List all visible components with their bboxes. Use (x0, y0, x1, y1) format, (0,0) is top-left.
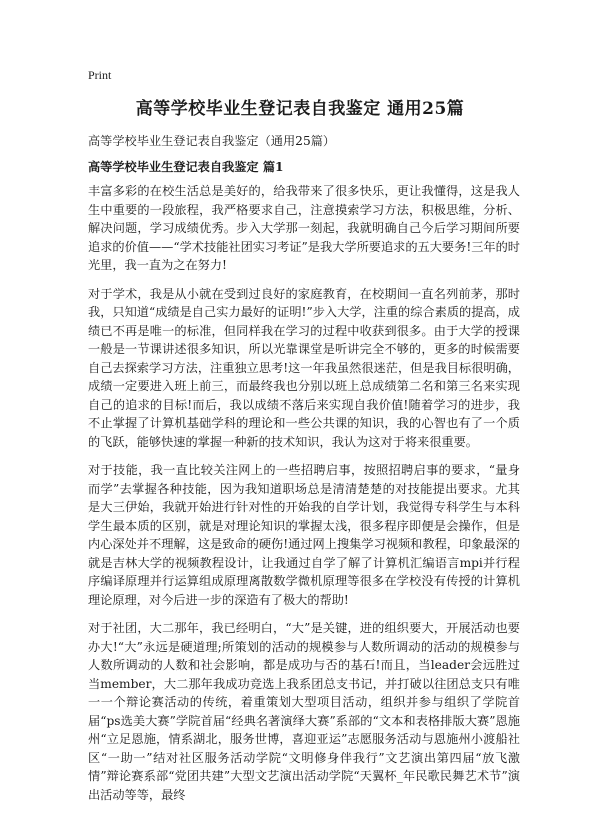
paragraph-4: 对于社团，大二那年，我已经明白，“大”是关键，进的组织要大，开展活动也要办大!“大”永远是硬道理;所策划的活动的规模参与人数所调动的活动的规模参与人数所调动的人数和社会影响，都是成功与否的基石!而且，当leader会远胜过当member，大二那年我成功竞选上我系团总支书记，并打破以往团总支只有唯一一个辩论赛活动的传统，着重策划大型项目活动，组织并参与组织了学院首届“ps选美大赛”学院首届“经典名著演绎大赛”系部的“文本和表格排版大赛”恩施州“立足恩施，情系湖北，服务世博，喜迎亚运”志愿服务活动与恩施州小渡船社区“一助一”结对社区服务活动学院“文明修身伴我行”文艺演出第四届“放飞激情”辩论赛系部“党团共建”大型文艺演出活动学院“天翼杯_年民歌民舞艺术节”演出活动等等，最终 (88, 621, 520, 802)
paragraph-1: 丰富多彩的在校生活总是美好的，给我带来了很多快乐，更让我懂得，这是我人生中重要的一段旅程，我严格要求自己，注意摸索学习方法，积极思维，分析、解决问题，学习成绩优秀。步入大学那一刻起，我就明确自己今后学习期间所要追求的价值——“学术技能社团实习考证”是我大学所要追求的五大要务!三年的时光里，我一直为之在努力! (88, 184, 520, 272)
page-title: 高等学校毕业生登记表自我鉴定 通用25篇 (135, 99, 465, 119)
paragraph-3: 对于技能，我一直比较关注网上的一些招聘启事，按照招聘启事的要求，“量身而学”去掌握各种技能，因为我知道职场总是清清楚楚的对技能提出要求。尤其是大三伊始，我就开始进行针对性的开始我的自学计划，我觉得专科学生与本科学生最本质的区别，就是对理论知识的掌握太浅，很多程序即便是会操作，但是内心深处并不理解，这是致命的硬伤!通过网上搜集学习视频和教程，印象最深的就是吉林大学的视频教程设计，让我通过自学了解了计算机汇编语言mpi并行程序编译原理并行运算组成原理离散数学微机原理等很多在学校没有传授的计算机理论原理，对今后进一步的深造有了极大的帮助! (88, 463, 520, 607)
paragraph-2: 对于学术，我是从小就在受到过良好的家庭教育，在校期间一直名列前茅，那时我，只知道“成绩是自己实力最好的证明!”步入大学，注重的综合素质的提高，成绩已不再是唯一的标准，但同样我在学习的过程中收获到很多。由于大学的授课一般是一节课讲述很多知识，所以光靠课堂是听讲完全不够的，更多的时候需要自己去探索学习方法，注重独立思考!这一年我虽然很迷茫，但是我目标很明确，成绩一定要进入班上前三，而最终我也分别以班上总成绩第二名和第三名来实现自己的追求的目标!而后，我以成绩不落后来实现自我价值!随着学习的进步，我不止掌握了计算机基础学科的理论和一些公共课的知识，我的心智也有了一个质的飞跃，能够快速的掌握一种新的技术知识，我认为这对于将来很重要。 (88, 286, 520, 449)
section-heading: 高等学校毕业生登记表自我鉴定 篇1 (88, 160, 284, 174)
subtitle: 高等学校毕业生登记表自我鉴定（通用25篇） (88, 134, 336, 148)
print-label[interactable]: Print (88, 68, 112, 82)
body-text (88, 182, 520, 814)
